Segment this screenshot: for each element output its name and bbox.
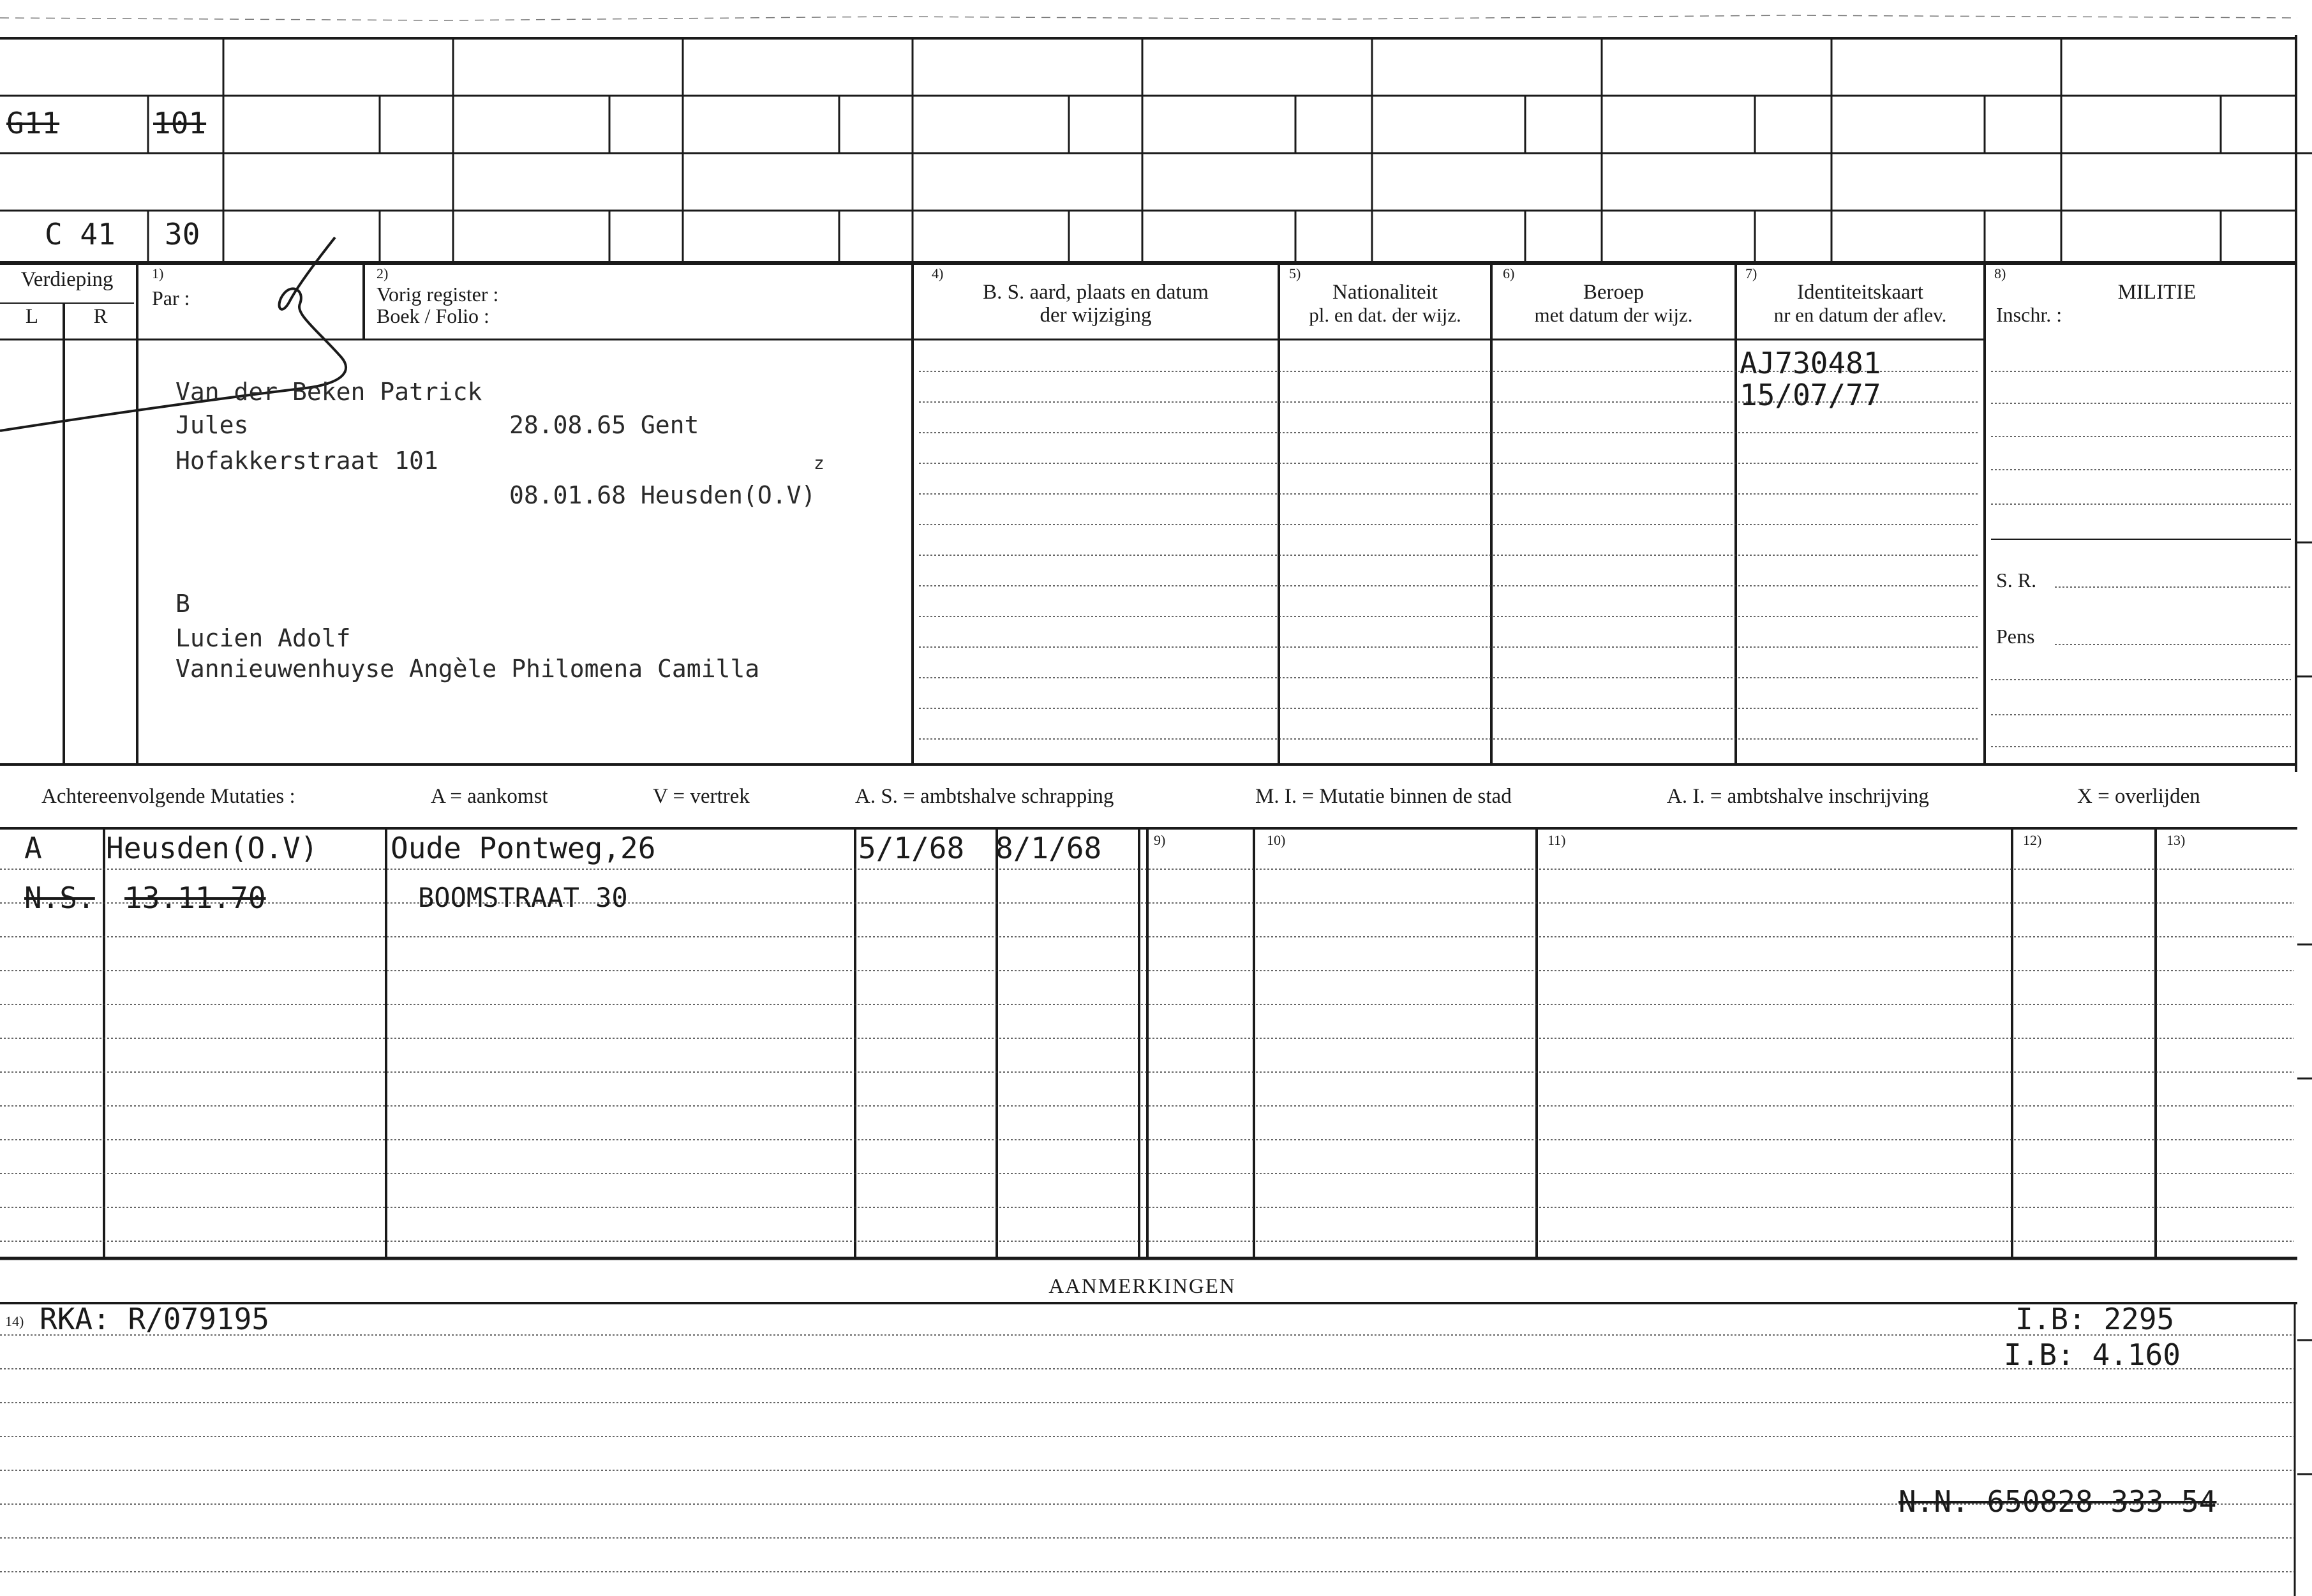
person-address: Hofakkerstraat 101 — [175, 447, 438, 475]
legend-schrapping: A. S. = ambtshalve schrapping — [855, 785, 1114, 808]
person-birth: 28.08.65 Gent — [509, 411, 699, 439]
vorig-num: 2) — [377, 265, 389, 281]
id-card-date: 15/07/77 — [1740, 378, 1881, 412]
legend-aankomst: A = aankomst — [431, 785, 548, 808]
col-num-9: 9) — [1154, 832, 1166, 848]
sr-label: S. R. — [1996, 569, 2037, 592]
boek-folio-label: Boek / Folio : — [377, 304, 489, 327]
mutation-ns-street: BOOMSTRAAT 30 — [418, 882, 628, 913]
legend-overlijden: X = overlijden — [2077, 785, 2200, 808]
person-mother: Vannieuwenhuyse Angèle Philomena Camilla — [175, 655, 760, 683]
ib-number-2: I.B: 4.160 — [2004, 1338, 2181, 1372]
beroep-sublabel: met datum der wijz. — [1534, 304, 1693, 326]
mutation-street: Oude Pontweg,26 — [391, 831, 656, 865]
bs-label-1: B. S. aard, plaats en datum — [983, 281, 1209, 304]
mutation-type: A — [24, 831, 42, 865]
nn-number: N.N. 650828 333 54 — [1898, 1484, 2217, 1519]
person-b-label: B — [175, 590, 190, 618]
par-num: 1) — [152, 265, 164, 281]
nationaliteit-label: Nationaliteit — [1332, 281, 1438, 304]
nat-num: 5) — [1289, 265, 1301, 281]
beroep-num: 6) — [1503, 265, 1515, 281]
mutation-date-1: 5/1/68 — [858, 831, 965, 865]
old-number: 101 — [153, 106, 207, 140]
col-num-13: 13) — [2167, 832, 2186, 848]
old-code: G11 — [6, 106, 60, 140]
legend-mutatie: M. I. = Mutatie binnen de stad — [1255, 785, 1512, 808]
inschr-label: Inschr. : — [1996, 303, 2062, 326]
beroep-label: Beroep — [1583, 281, 1645, 304]
nationaliteit-sublabel: pl. en dat. der wijz. — [1309, 304, 1461, 326]
pens-label: Pens — [1996, 625, 2035, 648]
col-num-10: 10) — [1267, 832, 1286, 848]
militie-num: 8) — [1994, 265, 2006, 281]
person-mark: z — [814, 452, 824, 474]
bs-num: 4) — [932, 265, 944, 281]
person-name: Van der Beken Patrick — [175, 378, 482, 406]
id-card-number: AJ730481 — [1740, 346, 1881, 380]
ib-number-1: I.B: 2295 — [2015, 1302, 2175, 1336]
id-num: 7) — [1745, 265, 1757, 281]
col-num-11: 11) — [1548, 832, 1566, 848]
identiteitskaart-sublabel: nr en datum der aflev. — [1773, 304, 1947, 326]
mutation-ns-date: 13.11.70 — [124, 881, 266, 915]
mutation-ns-type: N.S. — [24, 881, 95, 915]
identiteitskaart-label: Identiteitskaart — [1797, 281, 1923, 304]
verdieping-label: Verdieping — [20, 268, 114, 291]
remarks-title: AANMERKINGEN — [1048, 1275, 1236, 1298]
rka-number: RKA: R/079195 — [40, 1302, 270, 1336]
floor-right-label: R — [93, 305, 108, 328]
col-num-12: 12) — [2023, 832, 2042, 848]
person-registration: 08.01.68 Heusden(O.V) — [509, 481, 816, 509]
person-firstname: Jules — [175, 411, 249, 439]
par-label: Par : — [152, 287, 190, 310]
legend-inschrijving: A. I. = ambtshalve inschrijving — [1667, 785, 1929, 808]
militie-title: MILITIE — [2117, 281, 2196, 304]
remarks-num: 14) — [5, 1313, 24, 1329]
legend-title: Achtereenvolgende Mutaties : — [41, 785, 295, 808]
floor-left-label: L — [25, 305, 39, 328]
mutation-place: Heusden(O.V) — [106, 831, 318, 865]
bs-label-2: der wijziging — [1040, 304, 1152, 327]
number: 30 — [165, 217, 200, 251]
person-father: Lucien Adolf — [175, 624, 351, 652]
vorig-register-label: Vorig register : — [377, 283, 499, 306]
legend-vertrek: V = vertrek — [653, 785, 750, 808]
code: C 41 — [45, 217, 116, 251]
mutation-date-2: 8/1/68 — [996, 831, 1102, 865]
